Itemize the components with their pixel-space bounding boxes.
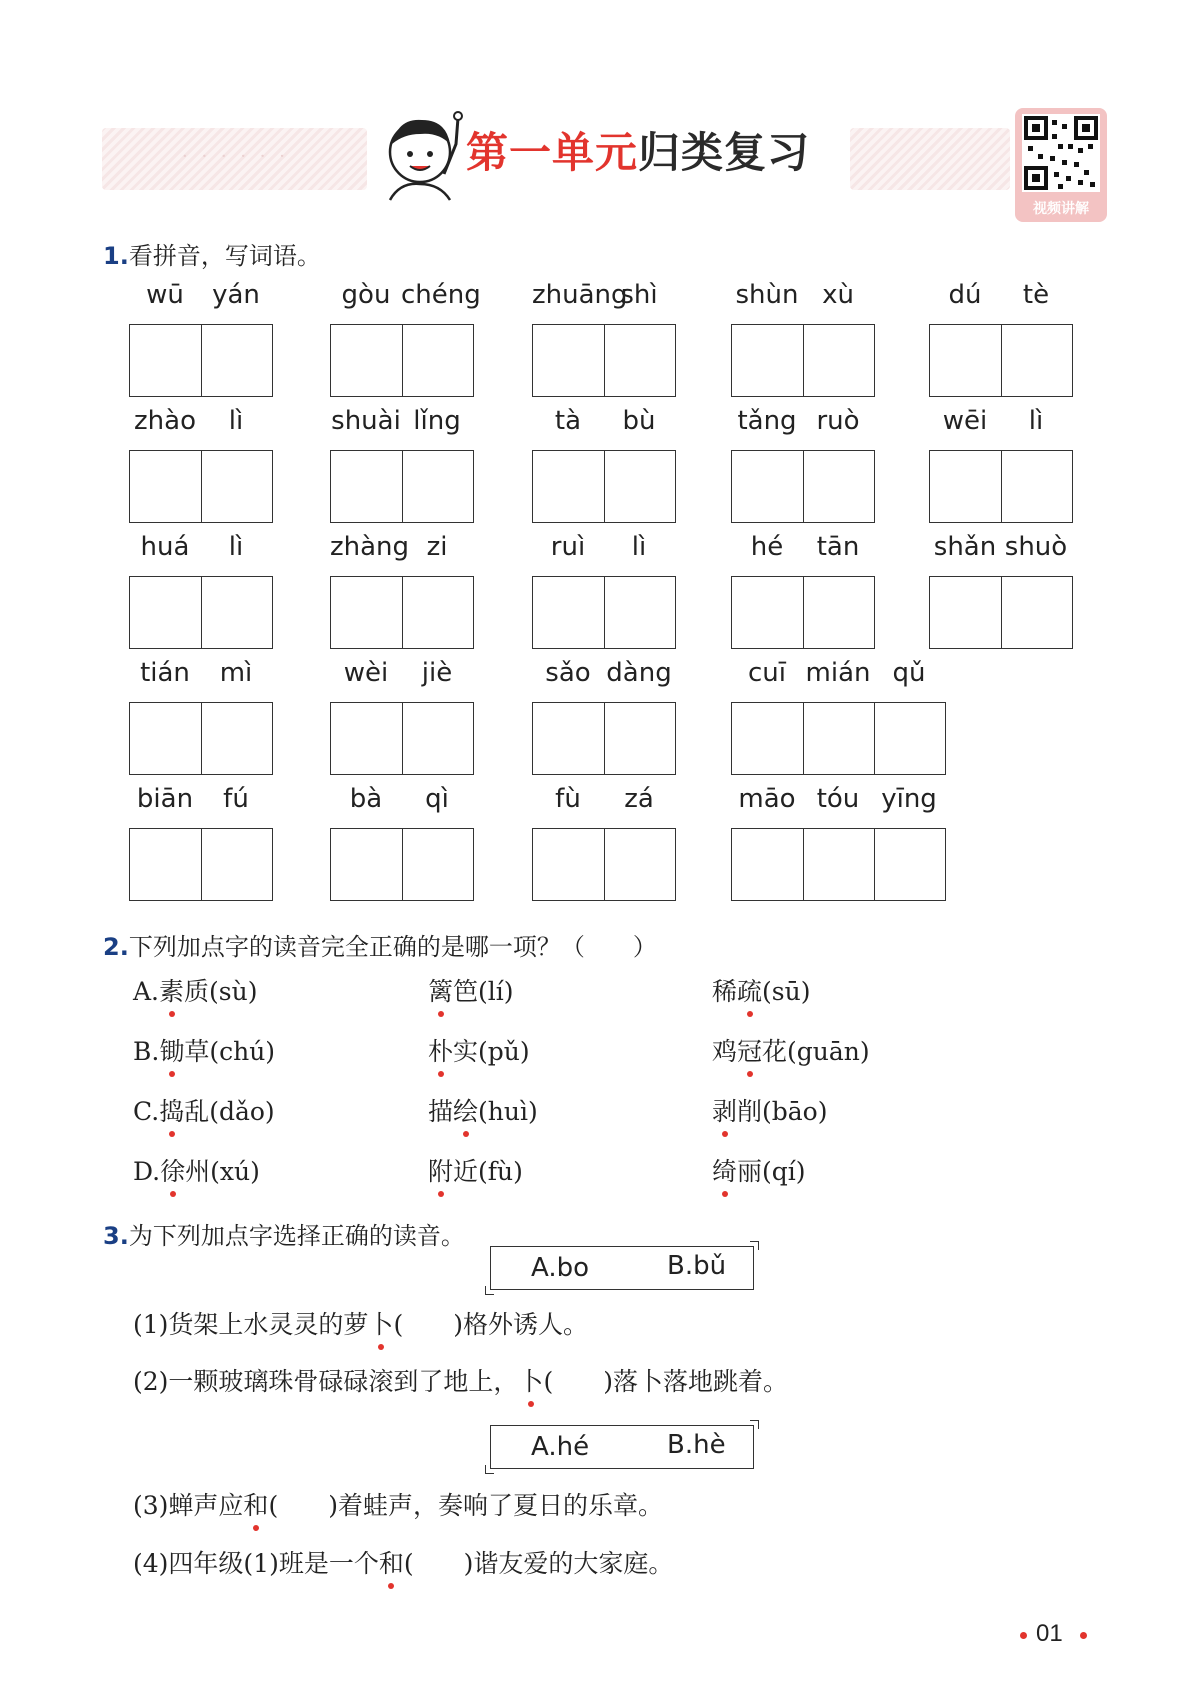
writing-cell[interactable] [930,325,1001,396]
sentence-start: (3)蝉声应 [133,1491,244,1520]
writing-boxes [731,324,875,397]
word-prefix: 鸡 [712,1037,738,1066]
pinyin-syllable: mì [219,658,253,688]
q2-option-word [133,1092,275,1128]
writing-boxes [731,702,946,775]
pinyin-syllable: wū [146,280,184,310]
pinyin-syllable: tè [1022,280,1050,310]
q2-option-word [712,1152,806,1188]
writing-cell[interactable] [803,703,874,774]
pinyin-syllable: lǐng [413,406,461,436]
writing-boxes [532,828,676,901]
dotted-character: 篱 [428,972,453,1008]
q2-option-word [712,1032,870,1068]
word-suffix-with-pinyin: (huì) [478,1097,538,1126]
dotted-character: 和 [243,1486,268,1522]
q2-option-letter[interactable]: C. [133,1097,160,1126]
qr-code-icon [1022,114,1100,192]
dotted-character: 疏 [737,972,762,1008]
q2-option-word [428,1032,530,1068]
sentence-end-with-blank[interactable]: ( )谐友爱的大家庭。 [403,1549,674,1578]
writing-cell[interactable] [331,703,402,774]
pinyin-syllable: jiè [421,658,453,688]
word-prefix: 稀 [712,977,738,1006]
q3-prompt: 为下列加点字选择正确的读音。 [128,1222,465,1250]
writing-cell[interactable] [130,451,201,522]
boy-mascot-icon [380,104,470,204]
writing-cell[interactable] [201,451,272,522]
pinyin-syllable: gòu [341,280,391,310]
dotted-character: 剥 [712,1092,737,1128]
writing-cell[interactable] [930,577,1001,648]
q2-prompt: 下列加点字的读音完全正确的是哪一项？（ ） [128,933,657,961]
word-suffix-with-pinyin: 草(chú) [184,1037,276,1066]
writing-cell[interactable] [732,577,803,648]
pinyin-syllable: huá [140,532,190,562]
writing-cell[interactable] [533,325,604,396]
pinyin-syllable: shǎn [933,532,997,562]
writing-boxes [129,576,273,649]
dotted-character: 卜 [518,1362,543,1398]
q2-option-word [133,1032,275,1068]
writing-cell[interactable] [201,703,272,774]
pinyin-syllable: dú [948,280,982,310]
q2-option-letter[interactable]: B. [133,1037,160,1066]
pinyin-syllable: wēi [942,406,988,436]
writing-boxes [330,576,474,649]
writing-cell[interactable] [604,451,675,522]
pinyin-syllable: tà [554,406,582,436]
word-suffix-with-pinyin: 近(fù) [453,1157,523,1186]
pinyin-syllable: qǔ [892,658,926,688]
dotted-character: 锄 [159,1032,184,1068]
word-suffix-with-pinyin: 实(pǔ) [453,1037,530,1066]
pinyin-syllable: biān [136,784,194,814]
q3-number: 3. [103,1222,129,1250]
q3-sentence [133,1305,588,1341]
pronunciation-choice-box [490,1425,754,1469]
writing-cell[interactable] [874,829,945,900]
writing-cell[interactable] [201,829,272,900]
writing-cell[interactable] [604,829,675,900]
title-red-part: 第一单元 [466,128,639,177]
writing-cell[interactable] [201,325,272,396]
qr-code-video[interactable] [1015,108,1107,222]
writing-cell[interactable] [874,703,945,774]
q2-option-letter[interactable]: D. [133,1157,161,1186]
pinyin-syllable: shuò [1004,532,1068,562]
writing-boxes [129,702,273,775]
pinyin-syllable: zi [426,532,448,562]
q2-option-word [712,1092,827,1128]
pinyin-syllable: shùn [735,280,799,310]
sentence-start: (1)货架上水灵灵的萝 [133,1310,369,1339]
writing-cell[interactable] [732,703,803,774]
title-dark-part: 归类复习 [638,128,811,177]
pinyin-syllable: māo [738,784,796,814]
dotted-character: 朴 [428,1032,453,1068]
choice-option-b[interactable]: B.hè [667,1430,726,1460]
q2-number: 2. [103,933,129,961]
writing-boxes [330,324,474,397]
q3-sentence [133,1362,788,1398]
sentence-start: (2)一颗玻璃珠骨碌碌滚到了地上， [133,1367,519,1396]
dotted-character: 冠 [737,1032,762,1068]
pinyin-syllable: qì [425,784,449,814]
word-suffix-with-pinyin: (sū) [762,977,811,1006]
writing-boxes [532,702,676,775]
pinyin-syllable: mián [805,658,871,688]
pinyin-syllable: sǎo [545,658,591,688]
pinyin-syllable: bà [349,784,383,814]
writing-boxes [532,324,676,397]
word-suffix-with-pinyin: 削(bāo) [737,1097,828,1126]
writing-boxes [330,450,474,523]
pronunciation-choice-box [490,1246,754,1290]
writing-boxes [129,324,273,397]
word-suffix-with-pinyin: 花(guān) [762,1037,870,1066]
q1-number: 1. [103,242,129,270]
word-prefix: 描 [428,1097,454,1126]
pinyin-syllable: shì [620,280,658,310]
writing-cell[interactable] [930,451,1001,522]
writing-cell[interactable] [130,325,201,396]
pinyin-syllable: tān [816,532,860,562]
q2-option-word [428,1152,523,1188]
writing-cell[interactable] [803,451,874,522]
writing-cell[interactable] [402,451,473,522]
writing-boxes [330,828,474,901]
choice-option-a[interactable]: A.bo [531,1253,590,1283]
sentence-end-with-blank[interactable]: ( )落卜落地跳着。 [543,1367,788,1396]
header-deco-band-right [850,128,1010,190]
pinyin-syllable: yīng [881,784,937,814]
sentence-start: (4)四年级(1)班是一个 [133,1549,379,1578]
writing-cell[interactable] [402,577,473,648]
pinyin-syllable: bù [622,406,656,436]
dotted-character: 素 [159,972,184,1008]
dotted-character: 附 [428,1152,453,1188]
writing-cell[interactable] [803,577,874,648]
writing-cell[interactable] [533,451,604,522]
writing-boxes [731,828,946,901]
writing-cell[interactable] [130,577,201,648]
q2-heading [103,927,657,962]
pinyin-syllable: zhuāng [532,280,628,310]
pinyin-syllable: zhàng [330,532,410,562]
word-suffix-with-pinyin: 州(xú) [185,1157,260,1186]
pinyin-syllable: fú [223,784,249,814]
dotted-character: 徐 [160,1152,185,1188]
writing-cell[interactable] [533,703,604,774]
writing-cell[interactable] [732,325,803,396]
q1-heading [103,236,321,271]
pinyin-syllable: fù [555,784,581,814]
dotted-character: 绘 [453,1092,478,1128]
pinyin-syllable: zhào [134,406,196,436]
writing-cell[interactable] [803,325,874,396]
dotted-character: 绮 [712,1152,737,1188]
pinyin-syllable: tián [140,658,190,688]
writing-cell[interactable] [604,703,675,774]
writing-cell[interactable] [1001,451,1072,522]
pinyin-syllable: lì [228,532,244,562]
writing-boxes [929,450,1073,523]
writing-cell[interactable] [331,577,402,648]
qr-label: 视频讲解 [1033,201,1089,217]
q3-sentence [133,1544,673,1580]
writing-cell[interactable] [604,577,675,648]
pinyin-syllable: zá [624,784,654,814]
q2-option-word [712,972,810,1008]
word-suffix-with-pinyin: 乱(dǎo) [184,1097,275,1126]
writing-cell[interactable] [1001,577,1072,648]
pinyin-syllable: lì [631,532,647,562]
writing-cell[interactable] [331,325,402,396]
writing-cell[interactable] [402,703,473,774]
writing-boxes [532,576,676,649]
writing-cell[interactable] [130,703,201,774]
writing-cell[interactable] [201,577,272,648]
q3-heading [103,1216,465,1251]
writing-cell[interactable] [402,325,473,396]
writing-boxes [731,576,875,649]
writing-cell[interactable] [533,829,604,900]
pinyin-syllable: hé [750,532,784,562]
pinyin-syllable: tǎng [737,406,797,436]
sentence-end-with-blank[interactable]: ( )格外诱人。 [393,1310,588,1339]
page-number: 01 [1036,1620,1063,1647]
q2-option-word [428,1092,538,1128]
writing-cell[interactable] [402,829,473,900]
pinyin-syllable: xù [822,280,854,310]
writing-boxes [129,450,273,523]
pinyin-syllable: dàng [606,658,672,688]
pinyin-syllable: yán [212,280,260,310]
pinyin-syllable: ruò [816,406,860,436]
choice-option-a[interactable]: A.hé [531,1432,590,1462]
header-deco-band-left: · · · · · · [102,128,367,190]
q2-option-word [428,972,514,1008]
q1-prompt: 看拼音，写词语。 [128,242,321,270]
pinyin-syllable: chéng [401,280,481,310]
pinyin-syllable: shuài [331,406,401,436]
writing-cell[interactable] [1001,325,1072,396]
dotted-character: 和 [379,1544,404,1580]
writing-cell[interactable] [331,829,402,900]
writing-boxes [129,828,273,901]
page-dot-left [1020,1632,1027,1639]
writing-cell[interactable] [732,829,803,900]
word-suffix-with-pinyin: 质(sù) [184,977,258,1006]
writing-boxes [929,576,1073,649]
page-title [466,120,810,180]
q3-sentence [133,1486,663,1522]
dotted-character: 卜 [368,1305,393,1341]
pinyin-syllable: cuī [748,658,786,688]
sentence-end-with-blank[interactable]: ( )着蛙声，奏响了夏日的乐章。 [268,1491,663,1520]
choice-option-b[interactable]: B.bǔ [667,1251,727,1281]
writing-cell[interactable] [331,451,402,522]
writing-boxes [929,324,1073,397]
pinyin-syllable: lì [1028,406,1044,436]
pinyin-syllable: wèi [343,658,389,688]
q2-option-letter[interactable]: A. [133,977,160,1006]
writing-cell[interactable] [803,829,874,900]
page-dot-right [1080,1632,1087,1639]
pinyin-syllable: tóu [816,784,860,814]
q2-option-word [133,972,257,1008]
writing-boxes [532,450,676,523]
writing-cell[interactable] [604,325,675,396]
word-suffix-with-pinyin: 丽(qí) [737,1157,806,1186]
q2-option-word [133,1152,260,1188]
writing-boxes [731,450,875,523]
writing-boxes [330,702,474,775]
writing-cell[interactable] [533,577,604,648]
writing-cell[interactable] [732,451,803,522]
pinyin-syllable: lì [228,406,244,436]
writing-cell[interactable] [130,829,201,900]
word-suffix-with-pinyin: 笆(lí) [453,977,514,1006]
pinyin-syllable: ruì [550,532,586,562]
dotted-character: 捣 [159,1092,184,1128]
